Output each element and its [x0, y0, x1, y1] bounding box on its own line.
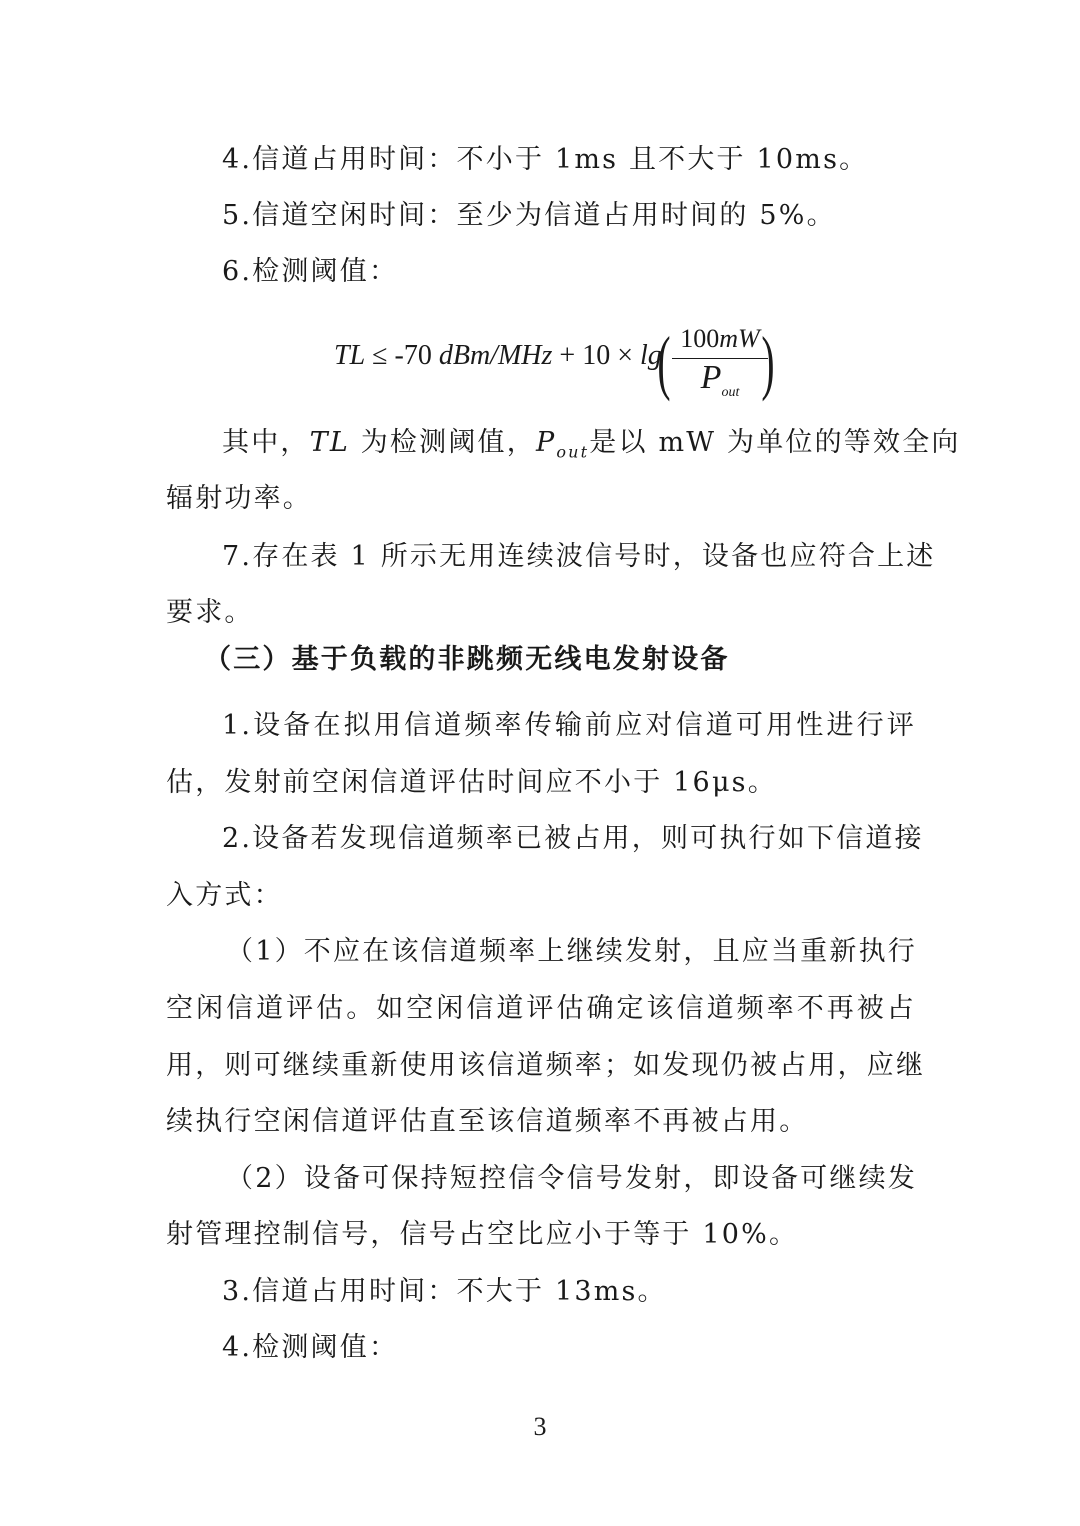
sub-item-1-line-3: 用，则可继续重新使用该信道频率；如发现仍被占用，应继 — [166, 1050, 926, 1081]
denominator-var: P — [700, 359, 722, 396]
sub-item-2-continued: 射管理控制信号，信号占空比应小于等于 10%。 — [166, 1219, 799, 1250]
sub-item-2: （2）设备可保持短控信令信号发射，即设备可继续发 — [226, 1163, 917, 1194]
sub-item-1: （1）不应在该信道频率上继续发射，且应当重新执行 — [226, 936, 917, 967]
item-4-detection-threshold: 4.检测阈值： — [222, 1332, 399, 1363]
formula-unit: dBm/MHz — [438, 340, 553, 371]
item-5-channel-idle: 5.信道空闲时间：至少为信道占用时间的 5%。 — [222, 200, 836, 231]
item-4-channel-occupancy: 4.信道占用时间：不小于 1ms 且不大于 10ms。 — [222, 144, 869, 175]
fraction-numerator — [672, 322, 768, 359]
fraction-denominator — [672, 359, 768, 412]
left-paren: ( — [657, 322, 671, 402]
item-1-availability: 1.设备在拟用信道频率传输前应对信道可用性进行评 — [222, 710, 916, 741]
sub-item-1-line-2: 空闲信道评估。如空闲信道评估确定该信道频率不再被占 — [166, 993, 916, 1024]
denominator-sub: out — [721, 384, 740, 400]
item-3-occupancy-time: 3.信道占用时间：不大于 13ms。 — [222, 1276, 667, 1307]
right-paren: ) — [761, 322, 775, 402]
formula-tl: TL — [334, 340, 366, 371]
page-number: 3 — [533, 1412, 547, 1441]
formula-plus: + 10 × — [552, 340, 640, 371]
threshold-formula — [334, 322, 794, 402]
formula-left-side — [334, 340, 662, 372]
explanation-continued: 辐射功率。 — [166, 483, 312, 514]
item-2-occupied: 2.设备若发现信道频率已被占用，则可执行如下信道接 — [222, 823, 924, 854]
numerator-value: 100 — [680, 324, 720, 353]
formula-explanation — [222, 423, 961, 472]
item-6-detection-threshold: 6.检测阈值： — [222, 256, 399, 287]
item-2-continued: 入方式： — [166, 880, 283, 911]
expl-out: out — [556, 442, 590, 462]
formula-le: ≤ -70 — [365, 340, 439, 371]
item-1-continued: 估，发射前空闲信道评估时间应不小于 16μs。 — [166, 767, 777, 798]
item-7-continued: 要求。 — [166, 597, 254, 628]
expl-part-3: 是以 mW 为单位的等效全向 — [589, 427, 961, 458]
expl-part-1: 其中， — [222, 427, 310, 458]
section-heading-3: （三）基于负载的非跳频无线电发射设备 — [204, 644, 730, 675]
formula-lg: lg — [640, 340, 662, 371]
formula-fraction — [672, 322, 768, 412]
sub-item-1-line-4: 续执行空闲信道评估直至该信道频率不再被占用。 — [166, 1106, 809, 1137]
numerator-unit: mW — [719, 324, 760, 353]
expl-part-2: 为检测阈值， — [349, 427, 536, 458]
expl-tl: TL — [309, 427, 350, 458]
expl-p: P — [535, 427, 557, 458]
item-7-cw-signal: 7.存在表 1 所示无用连续波信号时，设备也应符合上述 — [222, 541, 936, 572]
